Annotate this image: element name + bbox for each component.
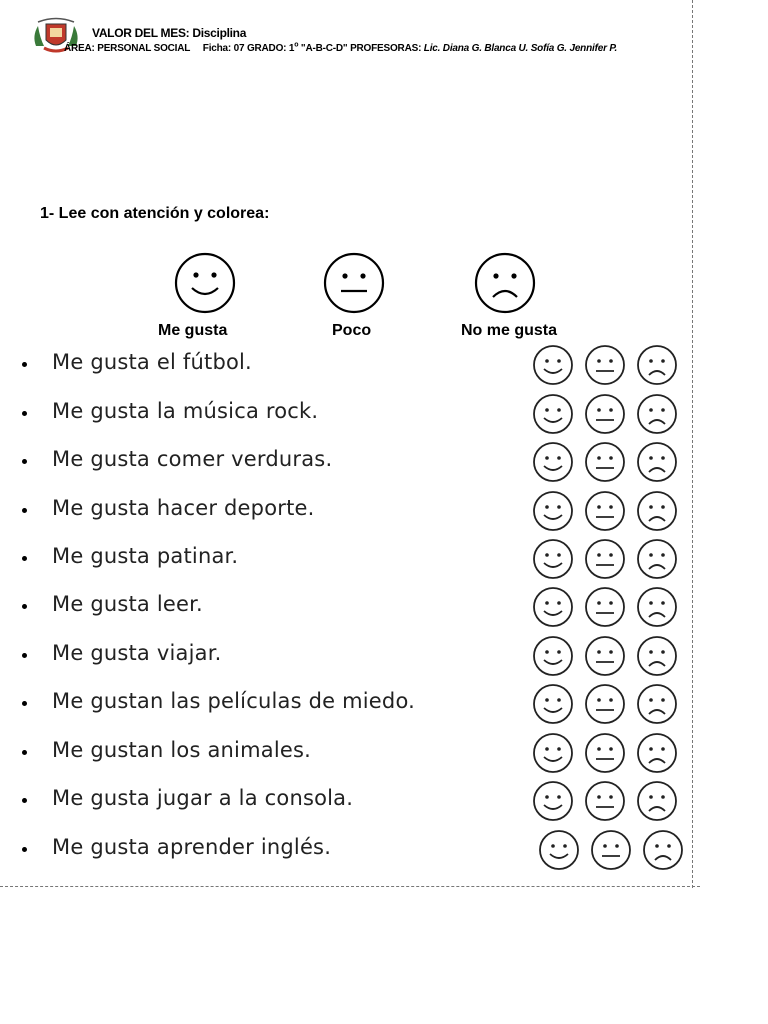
statement-text: Me gusta la música rock.	[52, 399, 319, 423]
bullet-point	[22, 362, 27, 367]
happy-face-icon[interactable]	[530, 344, 576, 386]
rating-faces	[530, 344, 680, 388]
list-item	[0, 683, 700, 727]
statement-text: Me gusta aprender inglés.	[52, 835, 332, 859]
bullet-point	[22, 653, 27, 658]
legend-label-me-gusta: Me gusta	[158, 322, 228, 339]
happy-face-icon[interactable]	[530, 441, 576, 483]
sad-face-icon[interactable]	[634, 635, 680, 677]
bullet-point	[22, 750, 27, 755]
list-item	[0, 393, 700, 437]
rating-faces	[530, 683, 680, 727]
happy-face-icon[interactable]	[530, 393, 576, 435]
neutral-face-icon[interactable]	[582, 538, 628, 580]
happy-face-icon	[174, 252, 236, 314]
statement-text: Me gusta hacer deporte.	[52, 496, 315, 520]
bullet-point	[22, 701, 27, 706]
statement-text: Me gusta comer verduras.	[52, 447, 333, 471]
sad-face-icon	[474, 252, 536, 314]
happy-face-icon[interactable]	[530, 586, 576, 628]
sad-face-icon[interactable]	[634, 538, 680, 580]
rating-faces	[530, 393, 680, 437]
rating-faces	[530, 732, 680, 776]
neutral-face-icon[interactable]	[582, 393, 628, 435]
happy-face-icon[interactable]	[536, 829, 582, 871]
page-bottom-border	[0, 886, 700, 887]
neutral-face-icon[interactable]	[582, 732, 628, 774]
bullet-point	[22, 508, 27, 513]
rating-faces	[530, 780, 680, 824]
neutral-face-icon[interactable]	[588, 829, 634, 871]
grado-label: GRADO: 1	[246, 43, 295, 54]
happy-face-icon[interactable]	[530, 732, 576, 774]
rating-faces	[530, 586, 680, 630]
rating-faces	[530, 490, 680, 534]
bullet-point	[22, 847, 27, 852]
bullet-point	[22, 556, 27, 561]
sections-label: "A-B-C-D"	[300, 43, 348, 54]
list-item	[0, 538, 700, 582]
list-item	[0, 732, 700, 776]
legend-label-poco: Poco	[332, 322, 372, 339]
statement-text: Me gustan las películas de miedo.	[52, 689, 416, 713]
rating-faces	[530, 538, 680, 582]
sad-face-icon[interactable]	[634, 344, 680, 386]
sad-face-icon[interactable]	[640, 829, 686, 871]
list-item	[0, 586, 700, 630]
worksheet-info-line	[64, 43, 617, 54]
list-item	[0, 780, 700, 824]
legend-label-no-me-gusta: No me gusta	[461, 322, 558, 339]
month-value-title: VALOR DEL MES: Disciplina	[92, 26, 247, 40]
neutral-face-icon[interactable]	[582, 490, 628, 532]
rating-faces	[530, 441, 680, 485]
happy-face-icon[interactable]	[530, 538, 576, 580]
neutral-face-icon	[323, 252, 385, 314]
instruction-text: 1- Lee con atención y colorea:	[40, 205, 270, 222]
list-item	[0, 635, 700, 679]
neutral-face-icon[interactable]	[582, 441, 628, 483]
statement-text: Me gusta leer.	[52, 592, 203, 616]
sad-face-icon[interactable]	[634, 732, 680, 774]
list-item	[0, 441, 700, 485]
sad-face-icon[interactable]	[634, 780, 680, 822]
list-item	[0, 490, 700, 534]
statement-text: Me gusta jugar a la consola.	[52, 786, 354, 810]
list-item	[0, 829, 700, 873]
neutral-face-icon[interactable]	[582, 635, 628, 677]
sad-face-icon[interactable]	[634, 441, 680, 483]
profesoras-label: PROFESORAS:	[350, 43, 422, 54]
statement-text: Me gusta patinar.	[52, 544, 239, 568]
neutral-face-icon[interactable]	[582, 344, 628, 386]
statement-text: Me gustan los animales.	[52, 738, 311, 762]
neutral-face-icon[interactable]	[582, 683, 628, 725]
list-item	[0, 344, 700, 388]
rating-faces	[530, 635, 680, 679]
neutral-face-icon[interactable]	[582, 780, 628, 822]
neutral-face-icon[interactable]	[582, 586, 628, 628]
sad-face-icon[interactable]	[634, 683, 680, 725]
happy-face-icon[interactable]	[530, 635, 576, 677]
statement-text: Me gusta el fútbol.	[52, 350, 252, 374]
sad-face-icon[interactable]	[634, 393, 680, 435]
happy-face-icon[interactable]	[530, 683, 576, 725]
happy-face-icon[interactable]	[530, 490, 576, 532]
bullet-point	[22, 604, 27, 609]
bullet-point	[22, 411, 27, 416]
bullet-point	[22, 459, 27, 464]
sad-face-icon[interactable]	[634, 490, 680, 532]
ficha-label: Ficha: 07	[202, 43, 245, 54]
worksheet-header	[28, 14, 708, 62]
profesoras-names: Lic. Diana G. Blanca U. Sofía G. Jennifer P.	[423, 43, 618, 54]
rating-faces	[536, 829, 686, 873]
sad-face-icon[interactable]	[634, 586, 680, 628]
statement-text: Me gusta viajar.	[52, 641, 222, 665]
area-label: ÁREA: PERSONAL SOCIAL	[64, 43, 191, 54]
happy-face-icon[interactable]	[530, 780, 576, 822]
bullet-point	[22, 798, 27, 803]
grado-superscript: o	[294, 41, 299, 49]
